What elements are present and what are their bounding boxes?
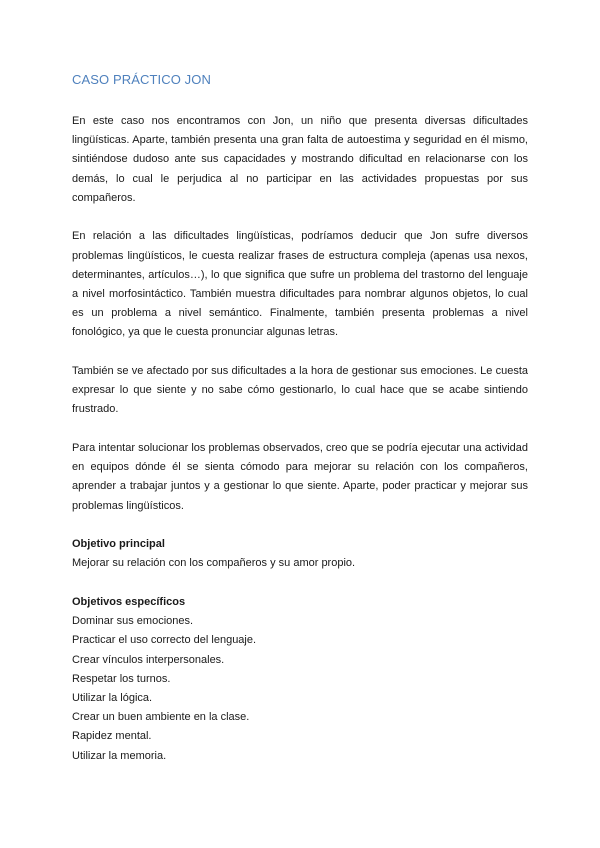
list-item: Crear vínculos interpersonales. <box>72 653 225 666</box>
paragraph-proposal: Para intentar solucionar los problemas observados, creo que se podría ejecutar una actividad en equipos dónde él se sienta cómodo para mejorar su relación con los compañeros, aprender a trabajar juntos y a gestionar lo que siente. Aparte, poder practicar y mejorar sus problemas lingüísticos. <box>72 442 528 512</box>
paragraph-emotions: También se ve afectado por sus dificultades a la hora de gestionar sus emociones. Le cuesta expresar lo que siente y no sabe cómo gestionarlo, lo cual hace que se acabe sintiendo frustrado. <box>72 365 528 416</box>
main-objective-heading: Objetivo principal <box>72 538 165 551</box>
paragraph-linguistic-difficulties: En relación a las dificultades lingüísticas, podríamos deducir que Jon sufre diversos problemas lingüísticos, le cuesta realizar frases de estructura compleja (apenas usa nexos, determinantes, artículos…), lo que significa que sufre un problema del trastorno del lenguaje a nivel morfosintáctico. También muestra dificultades para nombrar algunos objetos, lo cual es un problema a nivel semántico. Finalmente, también presenta problemas a nivel fonológico, ya que le cuesta pronunciar algunas letras. <box>72 230 528 339</box>
specific-objectives-list <box>72 612 528 766</box>
main-objective-text: Mejorar su relación con los compañeros y su amor propio. <box>72 557 356 570</box>
list-item: Utilizar la lógica. <box>72 692 153 705</box>
paragraph-intro: En este caso nos encontramos con Jon, un niño que presenta diversas dificultades lingüísticas. Aparte, también presenta una gran falta de autoestima y seguridad en él mismo, sintiéndose dudoso ante sus capacidades y mostrando dificultad en relacionarse con los demás, lo cual le perjudica al no participar en las actividades propuestas por sus compañeros. <box>72 115 528 204</box>
document-body <box>72 112 528 766</box>
list-item: Respetar los turnos. <box>72 672 171 685</box>
list-item: Utilizar la memoria. <box>72 749 167 762</box>
list-item: Crear un buen ambiente en la clase. <box>72 711 250 724</box>
list-item: Practicar el uso correcto del lenguaje. <box>72 634 257 647</box>
list-item: Dominar sus emociones. <box>72 615 194 628</box>
section-spacer <box>72 574 528 593</box>
document-title: CASO PRÁCTICO JON <box>72 72 211 87</box>
list-item: Rapidez mental. <box>72 730 152 743</box>
specific-objectives-heading: Objetivos específicos <box>72 596 186 609</box>
